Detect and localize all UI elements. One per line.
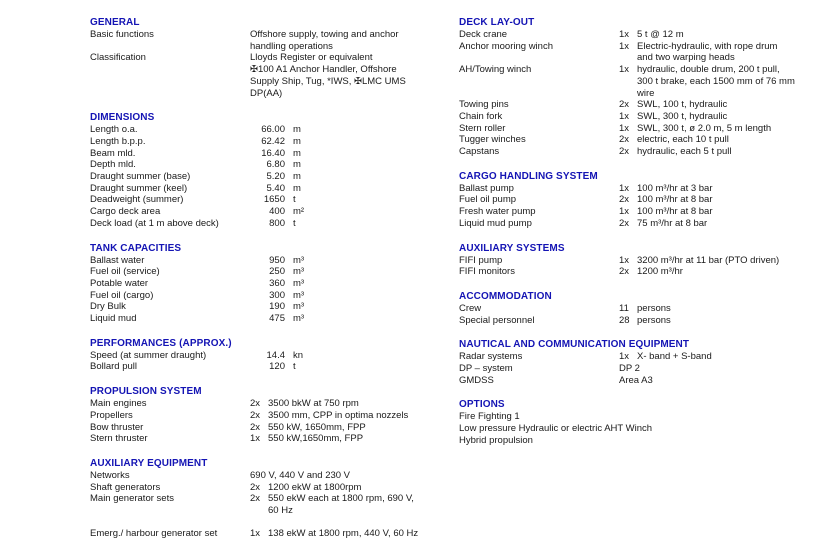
spec-number: 190 — [269, 301, 285, 313]
section-title: DIMENSIONS — [90, 112, 155, 124]
spec-value-line: DP 2 — [619, 363, 640, 375]
spec-qty: 2x — [619, 217, 630, 229]
spec-section — [459, 398, 827, 446]
spec-qty: 1x — [250, 528, 261, 540]
spec-label: Fuel oil (service) — [90, 266, 160, 278]
spec-row — [459, 218, 827, 230]
spec-value — [637, 29, 827, 41]
spec-label: DP – system — [459, 363, 513, 375]
spec-label: Liquid mud pump — [459, 217, 532, 229]
spec-value-line: 690 V, 440 V and 230 V — [250, 469, 351, 481]
spec-value — [268, 410, 450, 422]
spec-value-line: Offshore supply, towing and anchor — [250, 29, 399, 40]
spec-row — [459, 375, 827, 387]
spec-section — [90, 337, 450, 373]
spec-unit: t — [293, 361, 296, 373]
spec-row — [459, 266, 827, 278]
spec-label: Stern thruster — [90, 433, 148, 445]
spec-section — [459, 338, 827, 386]
spec-row — [459, 146, 827, 158]
spec-qty: 2x — [250, 493, 261, 505]
spec-value — [268, 482, 450, 494]
spec-value-line: SWL, 300 t, hydraulic — [637, 110, 728, 122]
spec-label: Ballast pump — [459, 182, 514, 194]
spec-value-line: Area A3 — [619, 374, 653, 386]
spec-unit: m³ — [293, 254, 305, 266]
spec-row — [90, 206, 450, 218]
spec-value — [637, 266, 827, 278]
spec-row — [90, 422, 450, 434]
spec-section — [459, 242, 827, 278]
spec-qty: 2x — [619, 134, 630, 146]
spec-row — [90, 183, 450, 195]
spec-qty: 1x — [250, 433, 261, 445]
spec-section — [90, 111, 450, 229]
spec-value — [637, 255, 827, 267]
spec-row — [459, 134, 827, 146]
spec-value-line: 1200 m³/hr — [637, 266, 683, 278]
spec-qty: 2x — [250, 409, 261, 421]
spec-value-line: 100 m³/hr at 3 bar — [637, 182, 713, 194]
spec-number: 66.00 — [261, 124, 285, 136]
spec-label: Draught summer (keel) — [90, 182, 188, 194]
spec-row — [90, 136, 450, 148]
spec-value — [250, 29, 450, 52]
spec-label: Stern roller — [459, 122, 506, 134]
section-title: AUXILIARY SYSTEMS — [459, 242, 565, 254]
spec-unit: m³ — [293, 313, 305, 325]
spec-value — [250, 52, 450, 99]
spec-qty: 1x — [619, 254, 630, 266]
spec-qty: 1x — [619, 64, 630, 76]
spec-value — [250, 470, 450, 482]
spec-value: Fire Fighting 1 — [459, 411, 520, 423]
section-title: PROPULSION SYSTEM — [90, 386, 202, 398]
spec-label: Liquid mud — [90, 313, 137, 325]
spec-label: Cargo deck area — [90, 206, 161, 218]
section-title: OPTIONS — [459, 399, 505, 411]
spec-label: Capstans — [459, 146, 500, 158]
spec-label: Basic functions — [90, 29, 154, 40]
spec-value-line: 75 m³/hr at 8 bar — [637, 217, 708, 229]
spec-value — [637, 351, 827, 363]
spec-value-line: 1200 ekW at 1800rpm — [268, 481, 362, 493]
spec-qty: 1x — [619, 40, 630, 52]
spec-value — [637, 303, 827, 315]
spec-value-line: SWL, 100 t, hydraulic — [637, 99, 728, 111]
spec-row — [459, 206, 827, 218]
section-title: DECK LAY-OUT — [459, 17, 535, 28]
spec-number: 400 — [269, 206, 285, 218]
spec-value — [637, 183, 827, 195]
spec-value-line: SWL, 300 t, ø 2.0 m, 5 m length — [637, 122, 772, 134]
spec-row — [90, 482, 450, 494]
spec-qty: 1x — [619, 29, 630, 40]
spec-section — [90, 457, 450, 540]
spec-label: Towing pins — [459, 99, 509, 111]
spec-qty: 2x — [619, 266, 630, 278]
spec-qty: 2x — [250, 398, 261, 410]
spec-row — [459, 64, 827, 99]
spec-qty: 2x — [250, 421, 261, 433]
spec-value: Low pressure Hydraulic or electric AHT Winch — [459, 423, 653, 435]
section-title: NAUTICAL AND COMMUNICATION EQUIPMENT — [459, 339, 690, 351]
spec-number: 5.20 — [266, 171, 285, 183]
section-title: GENERAL — [90, 17, 140, 28]
spec-unit: t — [293, 217, 296, 229]
spec-unit: m — [293, 159, 301, 171]
spec-number: 800 — [269, 217, 285, 229]
spec-value — [637, 315, 827, 327]
spec-row — [90, 528, 450, 540]
spec-label: GMDSS — [459, 374, 494, 386]
spec-label: Depth mld. — [90, 159, 136, 171]
spec-label: Deck load (at 1 m above deck) — [90, 217, 219, 229]
spec-unit: m² — [293, 206, 305, 218]
spec-value-line: handling operations — [250, 40, 333, 52]
spec-row — [459, 303, 827, 315]
spec-value-line: 550 kW, 1650mm, FPP — [268, 421, 366, 433]
spec-row — [459, 255, 827, 267]
spec-label: Anchor mooring winch — [459, 40, 553, 52]
spec-row — [90, 52, 450, 99]
spec-value — [619, 363, 827, 375]
spec-row — [459, 411, 827, 423]
spec-unit: t — [293, 194, 296, 206]
spec-label: Main engines — [90, 398, 147, 410]
spec-row — [459, 99, 827, 111]
spec-value — [637, 218, 827, 230]
spec-label: Shaft generators — [90, 481, 161, 493]
spec-row — [459, 363, 827, 375]
spec-number: 14.4 — [266, 349, 285, 361]
section-title: AUXILIARY EQUIPMENT — [90, 457, 208, 469]
spec-value-line: Supply Ship, Tug, *IWS, ✠LMC UMS — [250, 75, 406, 87]
spec-label: Bollard pull — [90, 361, 137, 373]
spec-row — [90, 470, 450, 482]
spec-value-line: 138 ekW at 1800 rpm, 440 V, 60 Hz — [268, 528, 419, 540]
spec-label: Deadweight (summer) — [90, 194, 184, 206]
spec-value-line: and two warping heads — [637, 52, 735, 64]
spec-label: Fuel oil pump — [459, 194, 517, 206]
spec-value-line: persons — [637, 302, 671, 314]
spec-value — [268, 422, 450, 434]
section-title: CARGO HANDLING SYSTEM — [459, 170, 598, 182]
spec-row — [90, 410, 450, 422]
spec-row — [90, 194, 450, 206]
spec-row — [459, 351, 827, 363]
spec-label: Tugger winches — [459, 134, 526, 146]
spec-value-line: 300 t brake, each 1500 mm of 76 mm — [637, 75, 795, 87]
spec-row — [90, 29, 450, 52]
spec-row — [459, 423, 827, 435]
spec-qty: 2x — [619, 99, 630, 111]
spec-value — [637, 41, 827, 64]
spec-qty: 2x — [250, 481, 261, 493]
spec-number: 475 — [269, 313, 285, 325]
spec-value — [637, 123, 827, 135]
spec-value-line: DP(AA) — [250, 87, 283, 99]
spec-qty: 2x — [619, 146, 630, 158]
spec-row — [90, 433, 450, 445]
spec-value-line: Lloyds Register or equivalent — [250, 52, 373, 64]
spec-row — [459, 111, 827, 123]
spec-label: Propellers — [90, 409, 133, 421]
left-column — [90, 16, 450, 540]
spec-qty: 2x — [619, 194, 630, 206]
spec-label: Ballast water — [90, 254, 145, 266]
spec-label: Radar systems — [459, 351, 523, 363]
spec-row — [90, 290, 450, 302]
spec-row — [90, 301, 450, 313]
section-title: PERFORMANCES (APPROX.) — [90, 337, 232, 349]
spec-qty: 1x — [619, 351, 630, 363]
spec-row — [459, 183, 827, 195]
row-spacer — [90, 517, 450, 529]
spec-unit: kn — [293, 349, 304, 361]
spec-value — [637, 206, 827, 218]
section-title: TANK CAPACITIES — [90, 242, 182, 254]
spec-row — [90, 313, 450, 325]
spec-label: Classification — [90, 52, 146, 64]
spec-row — [459, 194, 827, 206]
spec-unit: m — [293, 182, 301, 194]
spec-section — [459, 290, 827, 326]
spec-value — [268, 493, 450, 516]
spec-number: 16.40 — [261, 147, 285, 159]
spec-label: Special personnel — [459, 314, 535, 326]
spec-row — [90, 493, 450, 516]
spec-row — [90, 361, 450, 373]
spec-value-line: wire — [637, 87, 655, 99]
spec-label: Beam mld. — [90, 147, 136, 159]
spec-value — [637, 134, 827, 146]
spec-label: Bow thruster — [90, 421, 144, 433]
spec-number: 950 — [269, 254, 285, 266]
spec-number: 1650 — [263, 194, 285, 206]
spec-row — [90, 124, 450, 136]
spec-row — [90, 266, 450, 278]
spec-number: 360 — [269, 277, 285, 289]
spec-row — [90, 171, 450, 183]
spec-value-line: 5 t @ 12 m — [637, 29, 684, 40]
spec-value-line: 3500 bkW at 750 rpm — [268, 398, 359, 410]
spec-label: FIFI monitors — [459, 266, 515, 278]
spec-value-line: electric, each 10 t pull — [637, 134, 729, 146]
spec-label: FIFI pump — [459, 254, 503, 266]
spec-unit: m³ — [293, 301, 305, 313]
spec-row — [90, 148, 450, 160]
spec-value — [637, 111, 827, 123]
spec-label: Potable water — [90, 277, 149, 289]
spec-label: Fuel oil (cargo) — [90, 289, 154, 301]
spec-number: 62.42 — [261, 135, 285, 147]
spec-section — [459, 16, 827, 158]
spec-value — [619, 375, 827, 387]
spec-label: Chain fork — [459, 110, 503, 122]
spec-label: AH/Towing winch — [459, 64, 532, 76]
spec-label: Length o.a. — [90, 124, 138, 136]
spec-row — [90, 398, 450, 410]
spec-value-line: 100 m³/hr at 8 bar — [637, 194, 713, 206]
spec-qty: 1x — [619, 110, 630, 122]
spec-label: Draught summer (base) — [90, 171, 191, 183]
spec-unit: m — [293, 147, 301, 159]
spec-label: Deck crane — [459, 29, 508, 40]
spec-row — [90, 278, 450, 290]
spec-number: 300 — [269, 289, 285, 301]
section-title: ACCOMMODATION — [459, 290, 552, 302]
spec-unit: m — [293, 124, 301, 136]
spec-value: Hybrid propulsion — [459, 434, 533, 446]
spec-qty: 1x — [619, 122, 630, 134]
spec-label: Main generator sets — [90, 493, 174, 505]
spec-section — [459, 170, 827, 230]
spec-value — [268, 528, 450, 540]
spec-row — [90, 218, 450, 230]
spec-row — [90, 350, 450, 362]
spec-label: Speed (at summer draught) — [90, 349, 207, 361]
spec-row — [459, 123, 827, 135]
spec-label: Crew — [459, 302, 482, 314]
spec-value-line: 550 ekW each at 1800 rpm, 690 V, — [268, 493, 414, 505]
spec-row — [459, 315, 827, 327]
spec-row — [459, 435, 827, 447]
spec-number: 6.80 — [266, 159, 285, 171]
spec-unit: m — [293, 171, 301, 183]
spec-value-line: X- band + S-band — [637, 351, 712, 363]
spec-unit: m³ — [293, 266, 305, 278]
spec-value-line: persons — [637, 314, 671, 326]
spec-qty: 1x — [619, 206, 630, 218]
spec-unit: m — [293, 135, 301, 147]
spec-number: 5.40 — [266, 182, 285, 194]
spec-value — [268, 433, 450, 445]
spec-qty: 11 — [619, 302, 629, 314]
spec-unit: m³ — [293, 289, 305, 301]
spec-label: Dry Bulk — [90, 301, 126, 313]
spec-value — [637, 146, 827, 158]
spec-value-line: 3200 m³/hr at 11 bar (PTO driven) — [637, 254, 780, 266]
spec-section — [90, 16, 450, 99]
spec-value — [637, 194, 827, 206]
spec-value — [268, 398, 450, 410]
spec-row — [459, 41, 827, 64]
spec-section — [90, 242, 450, 325]
spec-row — [459, 29, 827, 41]
spec-value-line: 3500 mm, CPP in optima nozzels — [268, 409, 409, 421]
spec-value-line: 550 kW,1650mm, FPP — [268, 433, 364, 445]
spec-number: 120 — [269, 361, 285, 373]
spec-label: Networks — [90, 469, 130, 481]
spec-qty: 1x — [619, 182, 630, 194]
spec-section — [90, 385, 450, 445]
spec-label: Length b.p.p. — [90, 135, 146, 147]
spec-label: Emerg./ harbour generator set — [90, 528, 218, 540]
spec-row — [90, 255, 450, 267]
right-column — [459, 16, 827, 447]
spec-value-line: 100 m³/hr at 8 bar — [637, 206, 713, 218]
spec-unit: m³ — [293, 277, 305, 289]
spec-value — [637, 99, 827, 111]
spec-number: 250 — [269, 266, 285, 278]
spec-row — [90, 159, 450, 171]
spec-value-line: 60 Hz — [268, 505, 293, 517]
spec-label: Fresh water pump — [459, 206, 536, 218]
spec-value-line: hydraulic, each 5 t pull — [637, 146, 732, 158]
spec-value-line: Electric-hydraulic, with rope drum — [637, 40, 778, 52]
spec-value — [637, 64, 827, 99]
spec-value-line: ✠100 A1 Anchor Handler, Offshore — [250, 64, 397, 76]
spec-value-line: hydraulic, double drum, 200 t pull, — [637, 64, 780, 76]
spec-qty: 28 — [619, 314, 630, 326]
